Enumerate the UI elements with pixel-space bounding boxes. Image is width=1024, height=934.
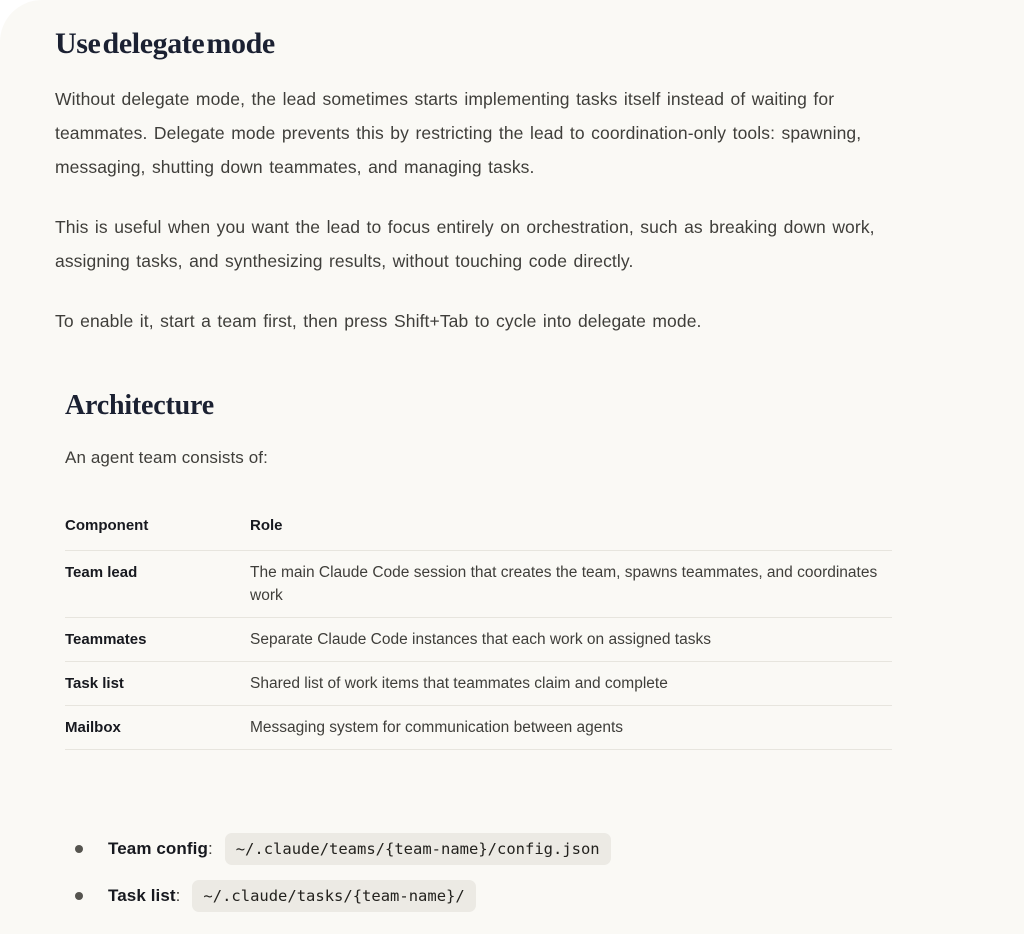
table-row xyxy=(65,618,892,662)
paragraph-delegate-1: Without delegate mode, the lead sometimes starts implementing tasks itself instead of waiting for teammates. Delegate mode prevents this by restricting the lead to coordination-only tools: spawning, messaging, shutting down teammates, and managing tasks. xyxy=(55,89,862,177)
table-cell-role: Shared list of work items that teammates claim and complete xyxy=(250,662,892,706)
table-cell-role: The main Claude Code session that creates the team, spawns teammates, and coordinates work xyxy=(250,551,892,618)
table-row xyxy=(65,706,892,750)
architecture-intro: An agent team consists of: xyxy=(65,448,268,467)
architecture-table xyxy=(65,508,892,750)
paragraph-delegate-3: To enable it, start a team first, then press Shift+Tab to cycle into delegate mode. xyxy=(55,311,702,331)
table-cell-component: Teammates xyxy=(65,618,250,662)
page-title: Use delegate mode xyxy=(55,27,275,60)
table-cell-role: Separate Claude Code instances that each work on assigned tasks xyxy=(250,618,892,662)
list-item-team-config xyxy=(65,833,1024,865)
table-row xyxy=(65,551,892,618)
section-use-delegate-mode xyxy=(0,0,1024,338)
file-location-label: Task list xyxy=(108,886,176,905)
architecture-heading: Architecture xyxy=(65,390,214,421)
list-item-task-list xyxy=(65,880,1024,912)
file-locations-list xyxy=(65,833,1024,912)
paragraph-delegate-2: This is useful when you want the lead to focus entirely on orchestration, such as breaking down work, assigning tasks, and synthesizing results, without touching code directly. xyxy=(55,217,875,271)
table-cell-component: Team lead xyxy=(65,551,250,618)
table-cell-component: Task list xyxy=(65,662,250,706)
table-cell-component: Mailbox xyxy=(65,706,250,750)
file-location-colon: : xyxy=(175,886,181,905)
file-location-colon: : xyxy=(207,839,213,858)
section-architecture xyxy=(0,391,1024,912)
table-header-row xyxy=(65,508,892,551)
inline-code-task-list-path: ~/.claude/tasks/{team-name}/ xyxy=(192,880,475,912)
file-location-label: Team config xyxy=(108,839,208,858)
bullet-icon xyxy=(75,845,83,853)
table-header-component: Component xyxy=(65,508,250,551)
table-cell-role: Messaging system for communication between agents xyxy=(250,706,892,750)
bullet-icon xyxy=(75,892,83,900)
inline-code-team-config-path: ~/.claude/teams/{team-name}/config.json xyxy=(225,833,611,865)
table-header-role: Role xyxy=(250,508,892,551)
table-row xyxy=(65,662,892,706)
